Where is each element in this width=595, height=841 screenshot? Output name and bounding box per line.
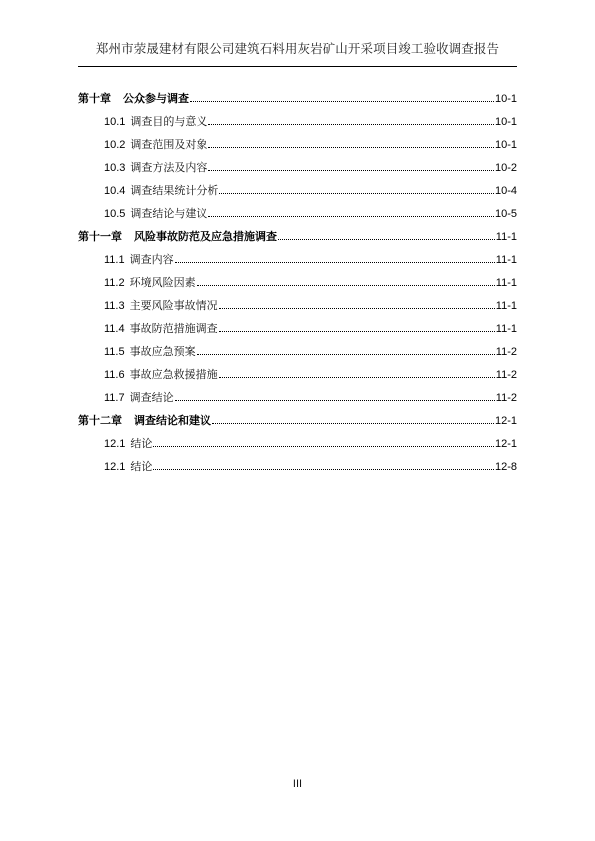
toc-entry-title: 调查结论与建议: [130, 207, 208, 220]
toc-section-entry[interactable]: [78, 252, 517, 275]
toc-section-entry[interactable]: [78, 344, 517, 367]
toc-entry-page: 11-1: [495, 231, 517, 243]
toc-entry-number: 第十一章: [78, 231, 122, 243]
toc-dot-leader: [153, 446, 494, 447]
toc-section-entry[interactable]: [78, 390, 517, 413]
toc-entry-number: 12.1: [104, 461, 126, 473]
toc-entry-title: 环境风险因素: [129, 276, 196, 289]
toc-entry-number: 11.2: [104, 277, 125, 289]
table-of-contents: [78, 91, 517, 482]
toc-entry-number: 第十二章: [78, 415, 122, 427]
toc-entry-page: 11-2: [495, 392, 517, 404]
toc-entry-title: 事故应急预案: [129, 345, 196, 358]
toc-dot-leader: [208, 147, 494, 148]
toc-entry-page: 10-1: [494, 93, 517, 105]
toc-dot-leader: [208, 170, 494, 171]
toc-entry-title: 调查内容: [129, 253, 174, 266]
toc-entry-number: 11.5: [104, 346, 125, 358]
running-header: 郑州市荥晟建材有限公司建筑石料用灰岩矿山开采项目竣工验收调查报告: [95, 41, 500, 56]
toc-entry-title: 事故应急救援措施: [129, 368, 218, 381]
toc-entry-number: 11.4: [104, 323, 125, 335]
toc-chapter-entry[interactable]: [78, 413, 517, 436]
toc-entry-number: 11.1: [104, 254, 125, 266]
toc-entry-page: 11-1: [495, 277, 517, 289]
toc-entry-title: 调查结果统计分析: [130, 184, 219, 197]
toc-entry-page: 12-1: [494, 438, 517, 450]
header-rule: [78, 66, 517, 67]
page-number: III: [292, 778, 303, 790]
toc-entry-number: 12.1: [104, 438, 126, 450]
toc-entry-page: 11-1: [495, 323, 517, 335]
toc-dot-leader: [197, 285, 495, 286]
toc-entry-page: 11-2: [495, 369, 517, 381]
toc-entry-number: 10.1: [104, 116, 126, 128]
toc-entry-number: 10.4: [104, 185, 126, 197]
toc-entry-title: 调查方法及内容: [130, 161, 208, 174]
toc-chapter-entry[interactable]: [78, 229, 517, 252]
toc-section-entry[interactable]: [78, 436, 517, 459]
toc-section-entry[interactable]: [78, 183, 517, 206]
toc-chapter-entry[interactable]: [78, 91, 517, 114]
toc-entry-title: 结论: [130, 460, 153, 473]
toc-section-entry[interactable]: [78, 367, 517, 390]
toc-entry-number: 10.2: [104, 139, 126, 151]
toc-entry-page: 11-1: [495, 254, 517, 266]
toc-entry-number: 第十章: [78, 93, 111, 105]
toc-entry-number: 11.3: [104, 300, 125, 312]
toc-entry-page: 10-1: [494, 116, 517, 128]
toc-entry-title: 调查范围及对象: [130, 138, 208, 151]
toc-entry-title: 调查目的与意义: [130, 115, 208, 128]
toc-dot-leader: [219, 193, 494, 194]
toc-dot-leader: [175, 400, 495, 401]
toc-entry-number: 11.7: [104, 392, 125, 404]
toc-entry-title: 公众参与调查: [123, 92, 189, 105]
toc-section-entry[interactable]: [78, 206, 517, 229]
toc-dot-leader: [278, 239, 495, 240]
toc-dot-leader: [175, 262, 495, 263]
toc-dot-leader: [208, 216, 494, 217]
toc-entry-number: 10.3: [104, 162, 126, 174]
toc-entry-page: 10-5: [494, 208, 517, 220]
toc-entry-number: 11.6: [104, 369, 125, 381]
toc-entry-title: 调查结论: [129, 391, 174, 404]
toc-dot-leader: [212, 423, 494, 424]
toc-entry-page: 10-1: [494, 139, 517, 151]
toc-entry-title: 调查结论和建议: [134, 414, 211, 427]
toc-dot-leader: [208, 124, 494, 125]
toc-entry-page: 12-1: [494, 415, 517, 427]
toc-section-entry[interactable]: [78, 160, 517, 183]
toc-dot-leader: [219, 331, 495, 332]
toc-dot-leader: [197, 354, 495, 355]
toc-section-entry[interactable]: [78, 321, 517, 344]
toc-entry-page: 10-4: [494, 185, 517, 197]
toc-entry-title: 结论: [130, 437, 153, 450]
toc-entry-page: 10-2: [494, 162, 517, 174]
toc-section-entry[interactable]: [78, 459, 517, 482]
toc-entry-title: 风险事故防范及应急措施调查: [134, 230, 277, 243]
toc-section-entry[interactable]: [78, 137, 517, 160]
toc-dot-leader: [219, 377, 495, 378]
toc-dot-leader: [219, 308, 495, 309]
toc-dot-leader: [190, 101, 494, 102]
toc-entry-title: 主要风险事故情况: [129, 299, 218, 312]
toc-entry-page: 12-8: [494, 461, 517, 473]
toc-section-entry[interactable]: [78, 298, 517, 321]
toc-section-entry[interactable]: [78, 275, 517, 298]
toc-entry-title: 事故防范措施调查: [129, 322, 218, 335]
toc-dot-leader: [153, 469, 494, 470]
toc-entry-number: 10.5: [104, 208, 126, 220]
toc-entry-page: 11-2: [495, 346, 517, 358]
toc-section-entry[interactable]: [78, 114, 517, 137]
toc-entry-page: 11-1: [495, 300, 517, 312]
